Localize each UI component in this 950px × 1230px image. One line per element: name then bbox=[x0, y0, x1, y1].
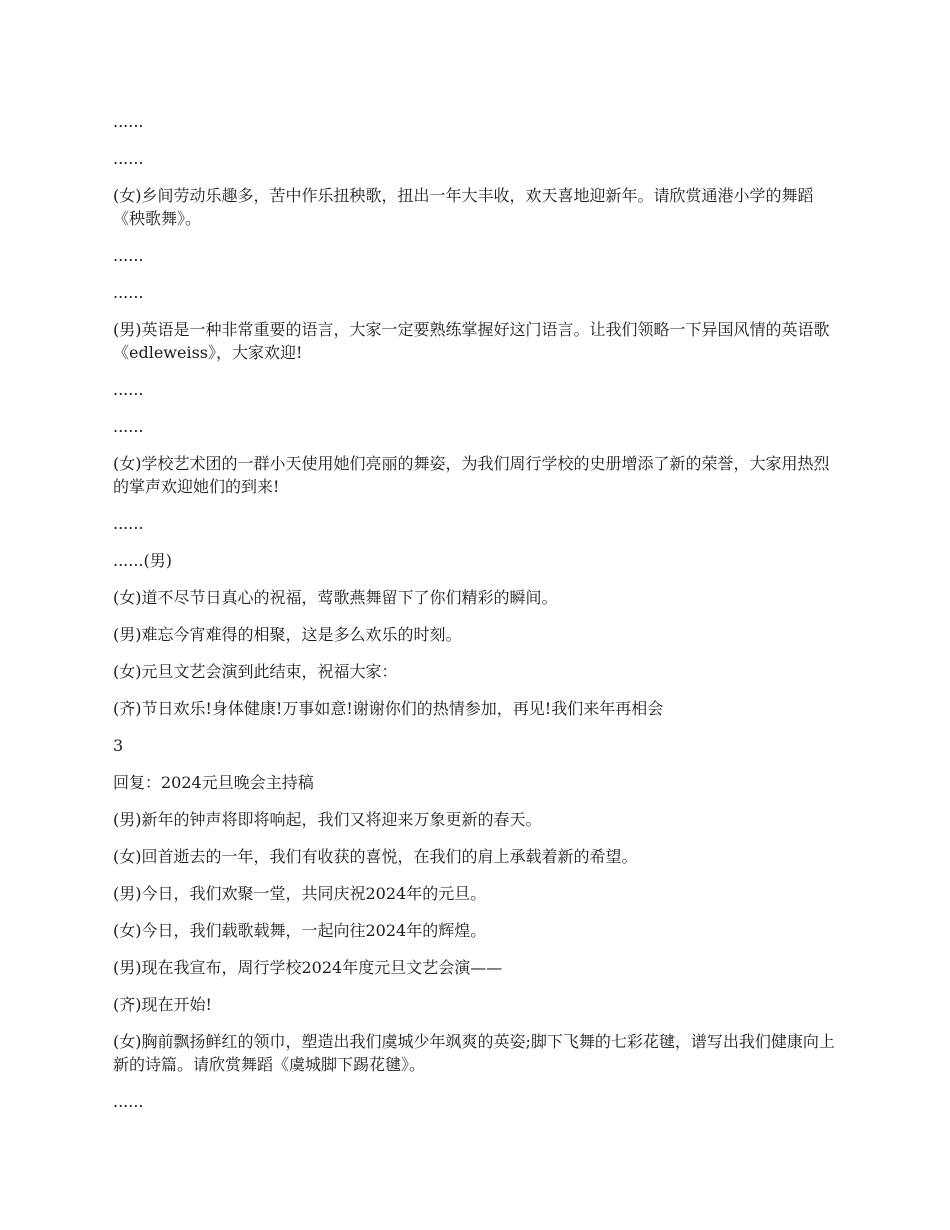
script-line-farewell: (齐)节日欢乐!身体健康!万事如意!谢谢你们的热情参加，再见!我们来年再相会 bbox=[113, 699, 664, 718]
script-line-english-song: (男)英语是一种非常重要的语言，大家一定要熟练掌握好这门语言。让我们领略一下异国风情的英语歌《edleweiss》，大家欢迎! bbox=[113, 320, 830, 362]
ellipsis-line: ...... bbox=[113, 246, 144, 265]
script-line-shuttlecock-dance: (女)胸前飘扬鲜红的领巾，塑造出我们虞城少年飒爽的英姿;脚下飞舞的七彩花毽，谱写出我们健康向上新的诗篇。请欣赏舞蹈《虞城脚下踢花毽》。 bbox=[113, 1032, 835, 1074]
script-line-blessings: (女)道不尽节日真心的祝福，莺歌燕舞留下了你们精彩的瞬间。 bbox=[113, 588, 558, 607]
script-line-sing-dance: (女)今日，我们载歌载舞，一起向往2024年的辉煌。 bbox=[113, 921, 487, 940]
ellipsis-line: ...... bbox=[113, 112, 144, 131]
ellipsis-line: ...... bbox=[113, 1092, 144, 1111]
ellipsis-line: ...... bbox=[113, 149, 144, 168]
script-line-closing: (女)元旦文艺会演到此结束，祝福大家： bbox=[113, 662, 398, 681]
ellipsis-line: ...... bbox=[113, 514, 144, 533]
script-line-announce: (男)现在我宣布，周行学校2024年度元旦文艺会演—— bbox=[113, 958, 503, 977]
ellipsis-line-male: ......(男) bbox=[113, 551, 173, 570]
ellipsis-line: ...... bbox=[113, 283, 144, 302]
section-number: 3 bbox=[113, 736, 124, 755]
script-line-celebrate: (男)今日，我们欢聚一堂，共同庆祝2024年的元旦。 bbox=[113, 884, 487, 903]
script-line-begin: (齐)现在开始! bbox=[113, 995, 212, 1014]
document-body bbox=[113, 110, 838, 1127]
script-line-art-troupe: (女)学校艺术团的一群小天使用她们亮丽的舞姿，为我们周行学校的史册增添了新的荣誉，大家用热烈的掌声欢迎她们的到来! bbox=[113, 454, 830, 496]
ellipsis-line: ...... bbox=[113, 417, 144, 436]
script-line-reunion: (男)难忘今宵难得的相聚，这是多么欢乐的时刻。 bbox=[113, 625, 462, 644]
section-heading: 回复：2024元旦晚会主持稿 bbox=[113, 773, 314, 792]
script-line-yangge-dance: (女)乡间劳动乐趣多，苦中作乐扭秧歌，扭出一年大丰收，欢天喜地迎新年。请欣赏通港小学的舞蹈《秧歌舞》。 bbox=[113, 186, 814, 228]
script-line-look-back: (女)回首逝去的一年，我们有收获的喜悦，在我们的肩上承载着新的希望。 bbox=[113, 847, 638, 866]
script-line-new-year-bell: (男)新年的钟声将即将响起，我们又将迎来万象更新的春天。 bbox=[113, 810, 542, 829]
ellipsis-line: ...... bbox=[113, 380, 144, 399]
